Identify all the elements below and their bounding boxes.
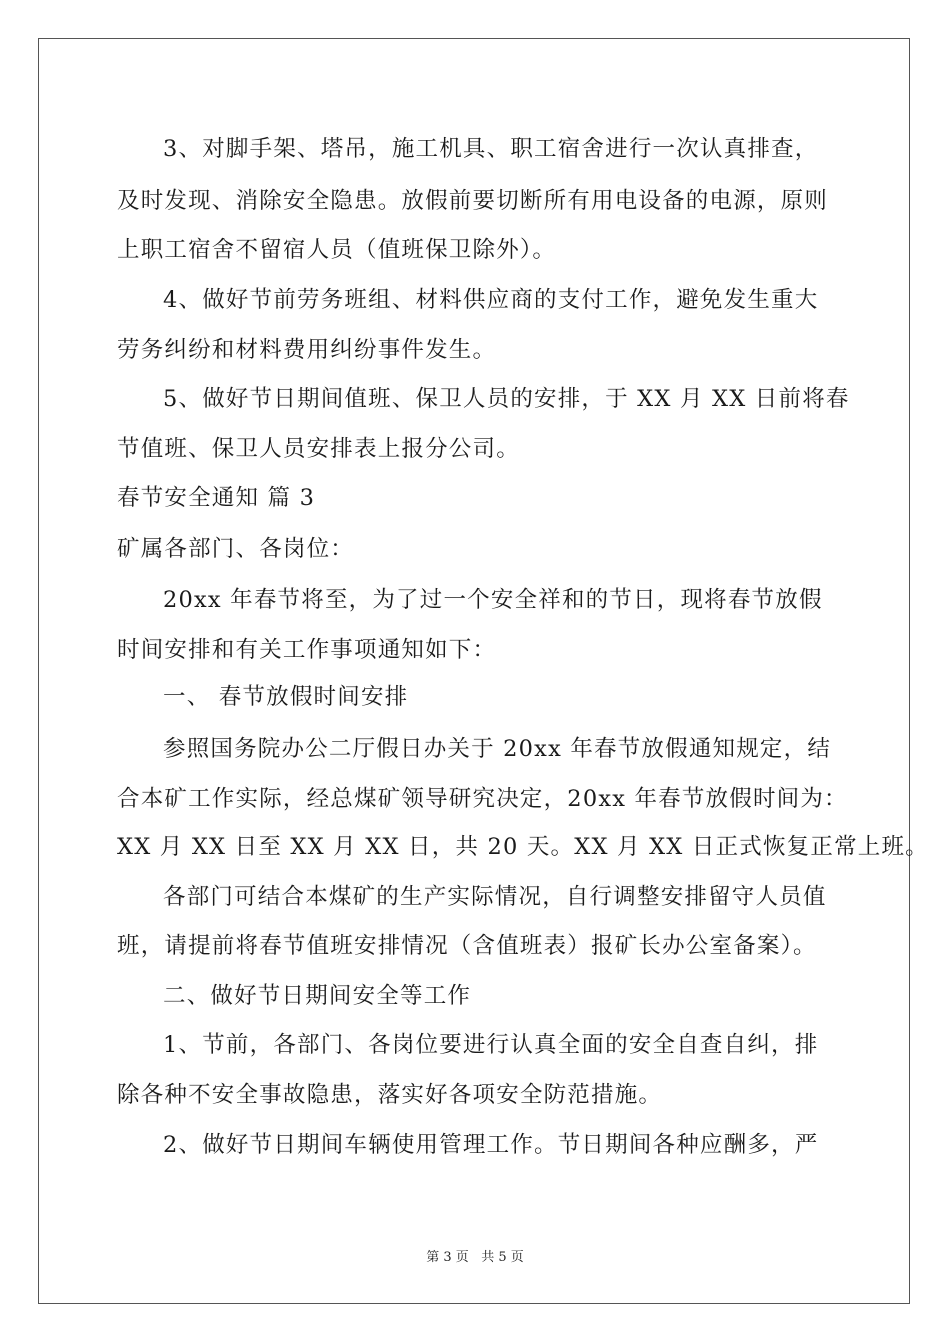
page-footer: 第 3 页 共 5 页 [426,1250,524,1265]
paragraph-line: 节值班、保卫人员安排表上报分公司。 [117,436,520,462]
paragraph-line: 及时发现、消除安全隐患。放假前要切断所有用电设备的电源，原则 [117,188,829,214]
page-border [38,38,910,1304]
paragraph-line: 20xx 年春节将至，为了过一个安全祥和的节日，现将春节放假 [163,587,823,613]
paragraph-line: 时间安排和有关工作事项通知如下： [117,637,497,663]
paragraph-line: 劳务纠纷和材料费用纠纷事件发生。 [117,337,497,363]
paragraph-line: 参照国务院办公二厅假日办关于 20xx 年春节放假通知规定，结 [163,736,832,762]
subheading: 二、做好节日期间安全等工作 [163,983,472,1009]
section-heading: 春节安全通知 篇 3 [117,485,316,511]
paragraph-line: 4、做好节前劳务班组、材料供应商的支付工作，避免发生重大 [163,287,819,313]
paragraph-line: 3、对脚手架、塔吊，施工机具、职工宿舍进行一次认真排查， [163,136,819,162]
paragraph-line: 2、做好节日期间车辆使用管理工作。节日期间各种应酬多，严 [163,1132,819,1158]
paragraph-line: 除各种不安全事故隐患，落实好各项安全防范措施。 [117,1082,663,1108]
paragraph-line: 上职工宿舍不留宿人员（值班保卫除外）。 [117,237,557,263]
paragraph-line: 各部门可结合本煤矿的生产实际情况，自行调整安排留守人员值 [163,884,827,910]
salutation: 矿属各部门、各岗位： [117,536,355,562]
paragraph-line: 1、节前，各部门、各岗位要进行认真全面的安全自查自纠，排 [163,1032,819,1058]
paragraph-line: 合本矿工作实际，经总煤矿领导研究决定，20xx 年春节放假时间为： [117,786,848,812]
subheading: 一、 春节放假时间安排 [163,684,409,710]
paragraph-line: XX 月 XX 日至 XX 月 XX 日，共 20 天。XX 月 XX 日正式恢复正常上班。 [117,834,929,860]
paragraph-line: 班，请提前将春节值班安排情况（含值班表）报矿长办公室备案）。 [117,933,817,959]
paragraph-line: 5、做好节日期间值班、保卫人员的安排，于 XX 月 XX 日前将春 [163,386,850,412]
